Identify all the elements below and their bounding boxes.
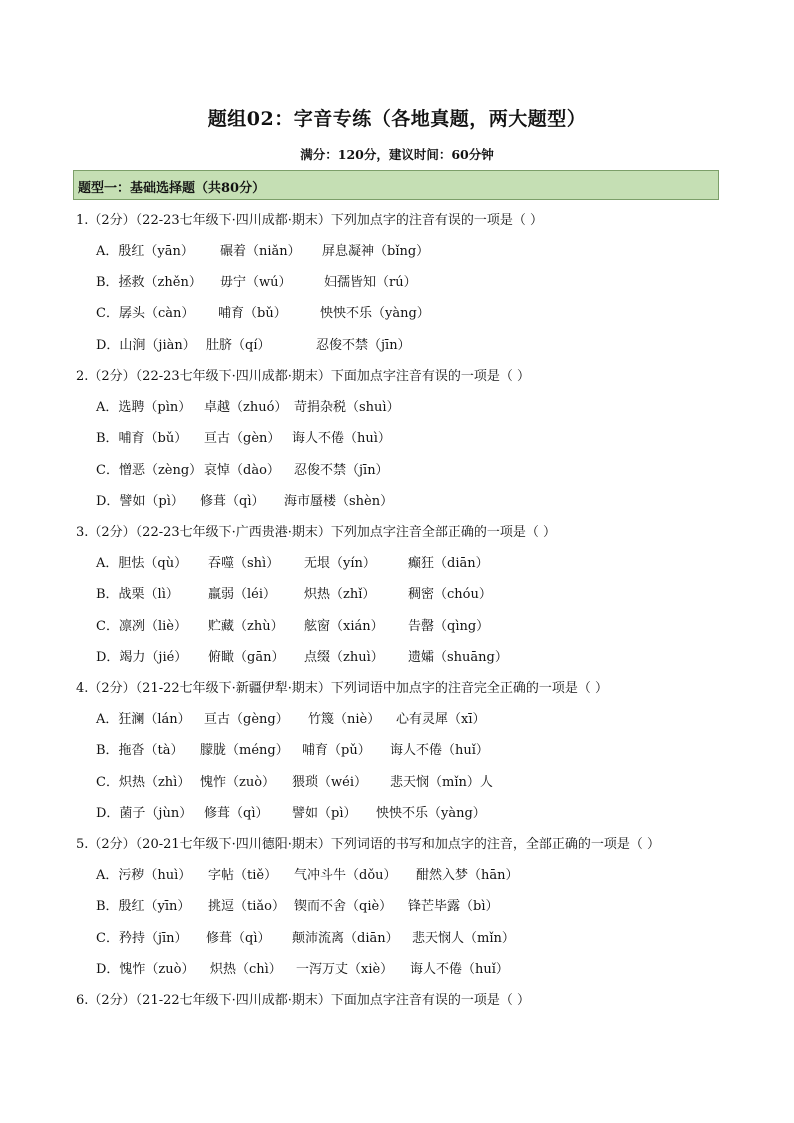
option-item: 修葺（qì）	[204, 806, 269, 821]
option-item: 诲人不倦（huǐ）	[410, 962, 509, 977]
option-row	[96, 646, 508, 665]
option-item: A．污秽（huì）	[96, 868, 192, 883]
option-item: 心有灵犀（xī）	[396, 712, 486, 727]
option-row	[96, 615, 489, 634]
question-stem: 5.（2分）（20-21七年级下·四川德阳·期末）下列词语的书写和加点字的注音，全部正确的一项是（ ）	[76, 837, 661, 852]
option-item: A．殷红（yān）	[96, 244, 194, 259]
option-item: 妇孺皆知（rú）	[324, 275, 417, 290]
option-item: B．战栗（lì）	[96, 587, 179, 602]
option-row	[96, 958, 509, 977]
option-item: 修葺（qì）	[200, 494, 265, 509]
option-item: 愧怍（zuò）	[200, 775, 276, 790]
option-item: C．凛冽（liè）	[96, 619, 187, 634]
option-item: 屏息凝神（bǐng）	[322, 244, 430, 259]
option-row	[96, 739, 489, 758]
option-item: 卓越（zhuó）	[204, 400, 288, 415]
question-stem: 2.（2分）（22-23七年级下·四川成都·期末）下面加点字注音有误的一项是（ ）	[76, 369, 531, 384]
option-item: D．譬如（pì）	[96, 494, 184, 509]
option-item: 吞噬（shì）	[208, 556, 280, 571]
option-item: 舷窗（xián）	[304, 619, 384, 634]
option-item: 悲天悯（mǐn）人	[390, 775, 493, 790]
option-item: 炽热（zhǐ）	[304, 587, 376, 602]
option-row	[96, 271, 417, 290]
option-item: 竹篾（niè）	[308, 712, 381, 727]
question-stem: 6.（2分）（21-22七年级下·四川成都·期末）下面加点字注音有误的一项是（ ）	[76, 993, 531, 1008]
option-item: A．选聘（pìn）	[96, 400, 192, 415]
option-row	[96, 583, 492, 602]
option-item: 哀悼（dào）	[204, 463, 280, 478]
option-item: 忍俊不禁（jīn）	[294, 463, 389, 478]
option-item: 亘古（gèn）	[204, 431, 281, 446]
option-row	[96, 396, 400, 415]
option-item: 气冲斗牛（dǒu）	[294, 868, 397, 883]
option-item: 亘古（gèng）	[204, 712, 289, 727]
option-item: B．殷红（yīn）	[96, 899, 191, 914]
option-item: 朦胧（méng）	[200, 743, 289, 758]
option-item: 碾着（niǎn）	[220, 244, 301, 259]
option-row	[96, 302, 430, 321]
option-item: C．憎恶（zèng）	[96, 463, 203, 478]
option-item: C．孱头（càn）	[96, 306, 195, 321]
option-item: D．菌子（jùn）	[96, 806, 193, 821]
option-item: 字帖（tiě）	[208, 868, 278, 883]
option-item: 诲人不倦（huì）	[292, 431, 391, 446]
option-row	[96, 240, 429, 259]
option-row	[96, 802, 486, 821]
option-item: 酣然入梦（hān）	[416, 868, 519, 883]
option-item: 告罄（qìng）	[408, 619, 490, 634]
option-item: 遗孀（shuāng）	[408, 650, 508, 665]
option-item: D．竭力（jié）	[96, 650, 188, 665]
option-item: 一泻万丈（xiè）	[296, 962, 394, 977]
section-header	[73, 170, 719, 200]
option-item: 海市蜃楼（shèn）	[284, 494, 394, 509]
option-row	[96, 552, 489, 571]
option-item: 猥琐（wéi）	[292, 775, 367, 790]
option-item: C．炽热（zhì）	[96, 775, 191, 790]
option-row	[96, 334, 411, 353]
option-item: 忍俊不禁（jīn）	[316, 338, 411, 353]
option-item: 俯瞰（gān）	[208, 650, 285, 665]
option-item: A．狂澜（lán）	[96, 712, 191, 727]
option-item: 哺育（pǔ）	[302, 743, 371, 758]
option-item: 贮藏（zhù）	[208, 619, 284, 634]
option-item: 锋芒毕露（bì）	[408, 899, 499, 914]
option-item: 炽热（chì）	[210, 962, 282, 977]
question-stem: 3.（2分）（22-23七年级下·广西贵港·期末）下列加点字注音全部正确的一项是（ ）	[76, 525, 557, 540]
option-item: 譬如（pì）	[292, 806, 357, 821]
option-item: 癫狂（diān）	[408, 556, 489, 571]
option-row	[96, 490, 393, 509]
option-row	[96, 427, 391, 446]
option-item: D．愧怍（zuò）	[96, 962, 195, 977]
option-item: B．哺育（bǔ）	[96, 431, 188, 446]
option-row	[96, 927, 515, 946]
option-item: 怏怏不乐（yàng）	[376, 806, 486, 821]
option-item: A．胆怯（qù）	[96, 556, 188, 571]
option-item: 苛捐杂税（shuì）	[294, 400, 400, 415]
option-item: 稠密（chóu）	[408, 587, 492, 602]
option-item: 点缀（zhuì）	[304, 650, 384, 665]
option-item: 毋宁（wú）	[220, 275, 292, 290]
option-item: D．山涧（jiàn）	[96, 338, 196, 353]
option-row	[96, 895, 498, 914]
option-item: 羸弱（léi）	[208, 587, 277, 602]
option-item: 修葺（qì）	[206, 931, 271, 946]
option-row	[96, 864, 519, 883]
option-item: 挑逗（tiǎo）	[208, 899, 285, 914]
section-title: 题型一：基础选择题（共80分）	[78, 181, 266, 196]
option-item: B．拖沓（tà）	[96, 743, 184, 758]
option-item: 诲人不倦（huǐ）	[390, 743, 489, 758]
page-subtitle: 满分：120分，建议时间：60分钟	[300, 147, 494, 162]
option-item: 哺育（bǔ）	[218, 306, 287, 321]
option-item: 悲天悯人（mǐn）	[412, 931, 515, 946]
question-stem: 4.（2分）（21-22七年级下·新疆伊犁·期末）下列词语中加点字的注音完全正确的一项是（ ）	[76, 681, 609, 696]
option-item: 肚脐（qí）	[206, 338, 271, 353]
option-item: B．拯救（zhěn）	[96, 275, 202, 290]
option-item: 锲而不舍（qiè）	[294, 899, 393, 914]
option-item: 无垠（yín）	[304, 556, 376, 571]
option-row	[96, 771, 493, 790]
option-item: 颠沛流离（diān）	[292, 931, 399, 946]
question-stem: 1.（2分）（22-23七年级下·四川成都·期末）下列加点字的注音有误的一项是（ ）	[76, 213, 544, 228]
option-item: C．矜持（jīn）	[96, 931, 188, 946]
page-title: 题组02：字音专练（各地真题，两大题型）	[207, 108, 587, 130]
option-item: 怏怏不乐（yàng）	[320, 306, 430, 321]
option-row	[96, 708, 486, 727]
option-row	[96, 459, 389, 478]
